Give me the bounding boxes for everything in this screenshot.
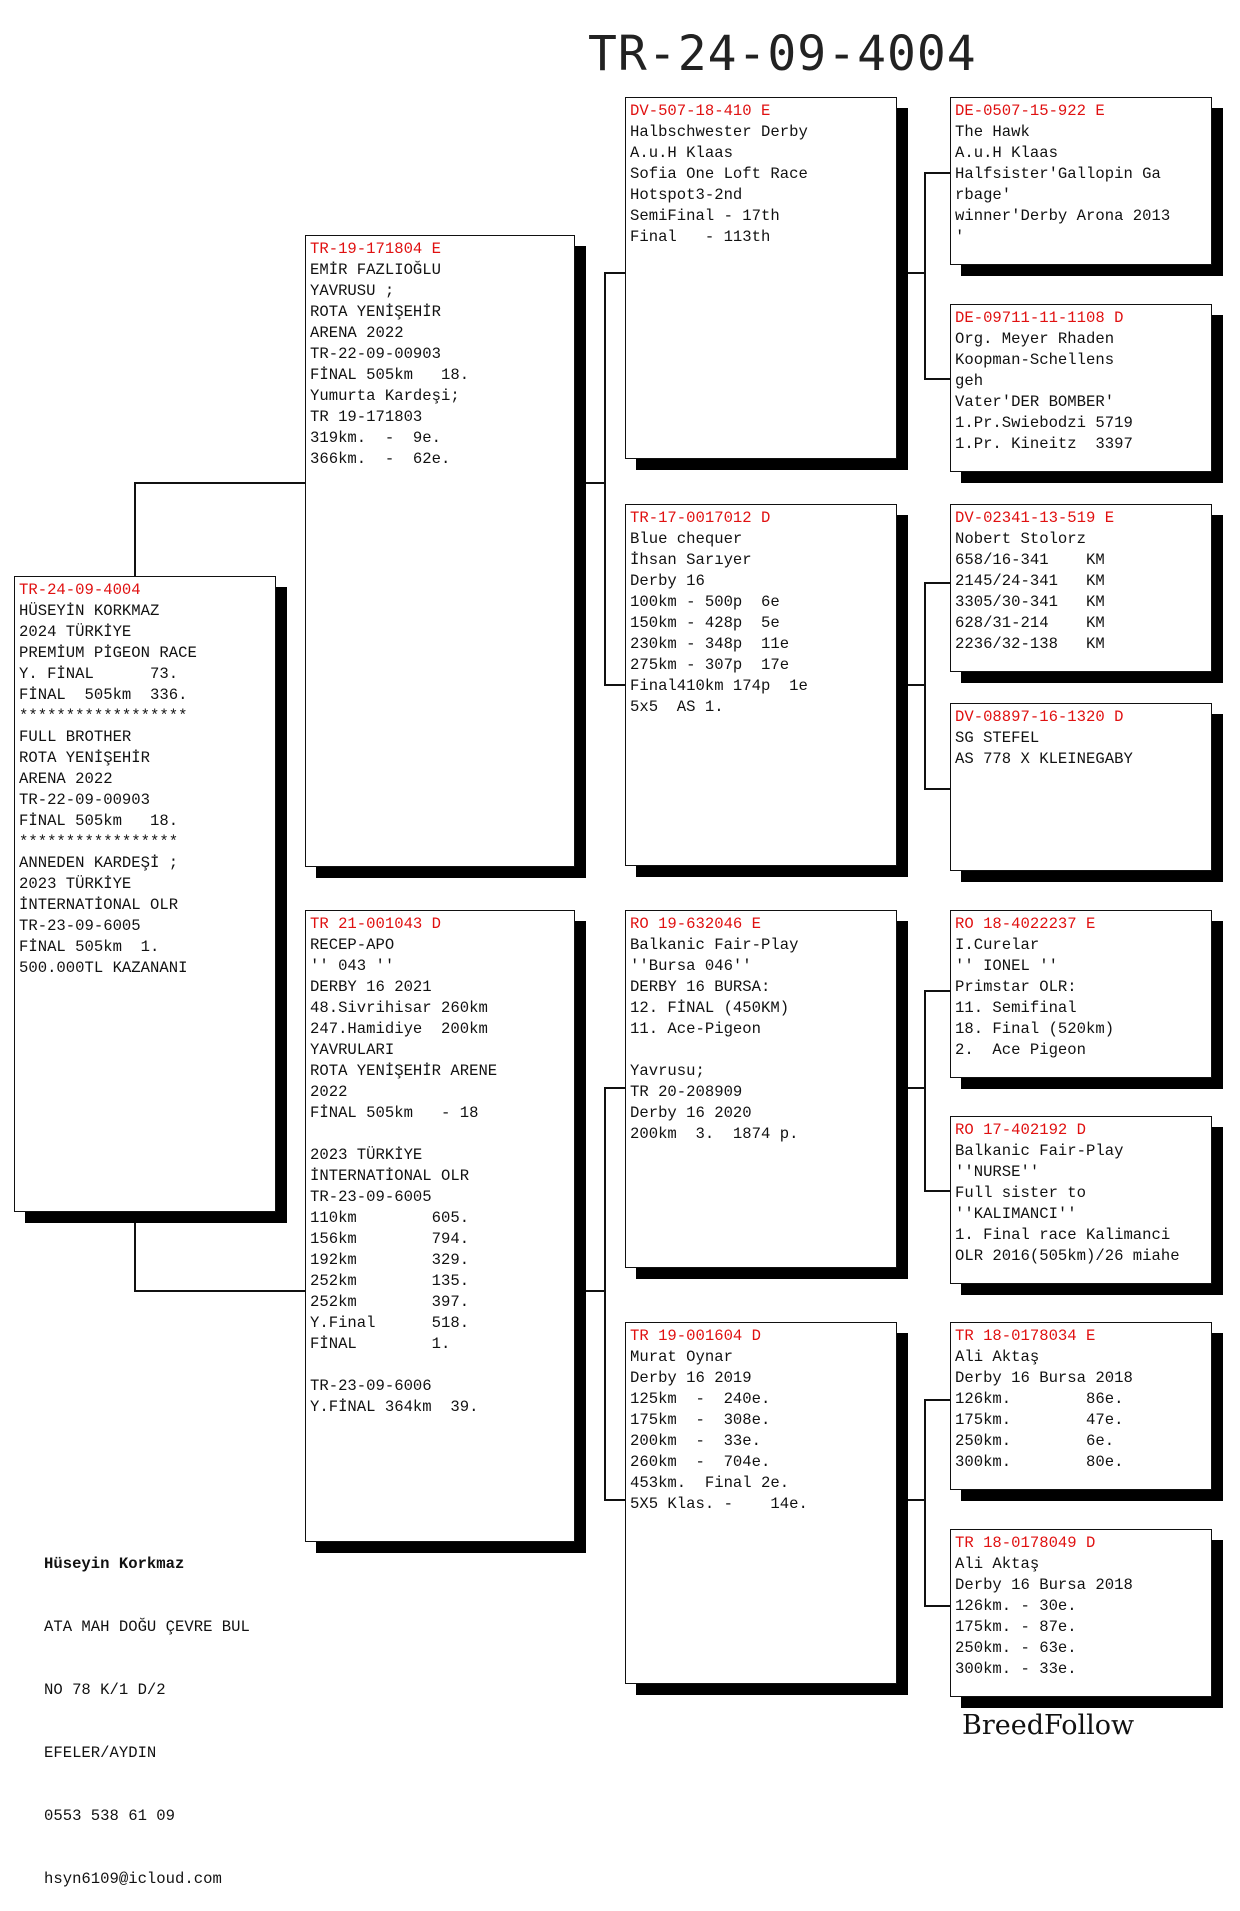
pedigree-note-line: 3305/30-341 KM	[955, 593, 1105, 611]
pedigree-note-line: SG STEFEL	[955, 729, 1040, 747]
pedigree-note-line: rbage'	[955, 186, 1012, 204]
pedigree-note-line: FİNAL 505km 18.	[19, 812, 179, 830]
pedigree-note-line	[630, 1040, 892, 1061]
sire-dam-card	[625, 504, 897, 866]
ring-number: TR-24-09-4004	[19, 581, 141, 599]
connector	[575, 482, 605, 484]
pedigree-note-line: 110km 605.	[310, 1209, 470, 1227]
connector	[134, 482, 136, 576]
owner-address-line: ATA MAH DOĞU ÇEVRE BUL	[44, 1618, 250, 1636]
connector	[924, 1399, 926, 1607]
connector	[924, 582, 926, 790]
pedigree-note-line: Blue chequer	[630, 530, 743, 548]
pedigree-note-line: 5x5 AS 1.	[630, 698, 724, 716]
sire-sire-sire-card	[950, 97, 1212, 265]
pedigree-note-line: Hotspot3-2nd	[630, 186, 743, 204]
pedigree-note-line: 126km. 86e.	[955, 1390, 1124, 1408]
pedigree-note-line: 2023 TÜRKİYE	[310, 1146, 423, 1164]
pedigree-note-line: 250km. - 63e.	[955, 1639, 1077, 1657]
connector	[604, 684, 626, 686]
pedigree-note-line: Derby 16 Bursa 2018	[955, 1576, 1133, 1594]
pedigree-note-line: TR 20-208909	[630, 1083, 743, 1101]
pedigree-note-line: 150km - 428p 5e	[630, 614, 780, 632]
pedigree-note-line: DERBY 16 BURSA:	[630, 978, 771, 996]
pedigree-note-line: '' IONEL ''	[955, 957, 1058, 975]
pedigree-note-line: Derby 16	[630, 572, 705, 590]
pedigree-note-line: 175km. - 87e.	[955, 1618, 1077, 1636]
pedigree-note-line: FİNAL 505km - 18	[310, 1104, 479, 1122]
pedigree-note-line: Balkanic Fair-Play	[955, 1142, 1124, 1160]
dam-dam-card	[625, 1322, 897, 1684]
pedigree-note-line: 11. Semifinal	[955, 999, 1077, 1017]
pedigree-note-line: TR-23-09-6005	[310, 1188, 432, 1206]
pedigree-note-line: TR-22-09-00903	[310, 345, 442, 363]
ring-number: TR-17-0017012 D	[630, 509, 771, 527]
pedigree-note-line: 11. Ace-Pigeon	[630, 1020, 762, 1038]
connector	[575, 1290, 605, 1292]
brand-logo-text: BreedFollow	[962, 1710, 1135, 1741]
pedigree-note-line: Final410km 174p 1e	[630, 677, 808, 695]
pedigree-note-line: 200km - 33e.	[630, 1432, 762, 1450]
pedigree-note-line: TR-23-09-6005	[19, 917, 141, 935]
sire-sire-card	[625, 97, 897, 459]
pedigree-note-line: 1.Pr. Kineitz 3397	[955, 435, 1133, 453]
connector	[134, 482, 306, 484]
pedigree-note-line: 1. Final race Kalimanci	[955, 1226, 1171, 1244]
connector	[924, 1605, 950, 1607]
pedigree-note-line: RECEP-APO	[310, 936, 395, 954]
connector	[924, 990, 950, 992]
pedigree-note-line: 175km. 47e.	[955, 1411, 1124, 1429]
dam-dam-dam-card	[950, 1529, 1212, 1697]
owner-name: Hüseyin Korkmaz	[44, 1555, 185, 1573]
pedigree-note-line: 628/31-214 KM	[955, 614, 1105, 632]
pedigree-note-line: DERBY 16 2021	[310, 978, 432, 996]
pedigree-note-line: FİNAL 505km 1.	[19, 938, 160, 956]
connector	[924, 172, 926, 380]
sire-dam-dam-card	[950, 703, 1212, 871]
pedigree-note-line: winner'Derby Arona 2013	[955, 207, 1171, 225]
pedigree-note-line: SemiFinal - 17th	[630, 207, 780, 225]
connector	[897, 1499, 925, 1501]
pedigree-note-line	[310, 1355, 570, 1376]
connector	[924, 1190, 950, 1192]
pedigree-note-line: 252km 135.	[310, 1272, 470, 1290]
pedigree-note-line: ''NURSE''	[955, 1163, 1040, 1181]
pedigree-note-line: 252km 397.	[310, 1293, 470, 1311]
pedigree-note-line: 100km - 500p 6e	[630, 593, 780, 611]
connector	[924, 582, 950, 584]
pedigree-note-line: 175km - 308e.	[630, 1411, 771, 1429]
pedigree-note-line: OLR 2016(505km)/26 miahe	[955, 1247, 1180, 1265]
pedigree-note-line: Halbschwester Derby	[630, 123, 808, 141]
pedigree-note-line: ARENA 2022	[310, 324, 404, 342]
connector	[604, 1087, 626, 1089]
pedigree-note-line: 453km. Final 2e.	[630, 1474, 790, 1492]
pedigree-note-line: Y. FİNAL 73.	[19, 665, 179, 683]
ring-number: DV-02341-13-519 E	[955, 509, 1115, 527]
dam-sire-sire-card	[950, 910, 1212, 1078]
pedigree-note-line: 230km - 348p 11e	[630, 635, 790, 653]
pedigree-note-line: '	[955, 228, 965, 246]
pedigree-note-line: geh	[955, 372, 984, 390]
pedigree-note-line: A.u.H Klaas	[630, 144, 733, 162]
pedigree-note-line: Y.FİNAL 364km 39.	[310, 1398, 479, 1416]
ring-number: RO 19-632046 E	[630, 915, 762, 933]
pedigree-note-line: Balkanic Fair-Play	[630, 936, 799, 954]
pedigree-note-line: Primstar OLR:	[955, 978, 1077, 996]
ring-number: DV-08897-16-1320 D	[955, 708, 1124, 726]
subject-pigeon-card	[14, 576, 276, 1212]
pedigree-note-line: 2145/24-341 KM	[955, 572, 1105, 590]
pedigree-note-line: 200km 3. 1874 p.	[630, 1125, 799, 1143]
pedigree-note-line: 247.Hamidiye 200km	[310, 1020, 488, 1038]
connector	[924, 1399, 950, 1401]
pedigree-note-line: FİNAL 505km 336.	[19, 686, 188, 704]
connector	[897, 1087, 925, 1089]
pedigree-note-line: 156km 794.	[310, 1230, 470, 1248]
pedigree-note-line: Halfsister'Gallopin Ga	[955, 165, 1161, 183]
pedigree-note-line: Org. Meyer Rhaden	[955, 330, 1115, 348]
sire-sire-dam-card	[950, 304, 1212, 472]
pedigree-note-line: TR-22-09-00903	[19, 791, 151, 809]
sire-dam-sire-card	[950, 504, 1212, 672]
pedigree-note-line: ''KALIMANCI''	[955, 1205, 1077, 1223]
ring-number: TR 21-001043 D	[310, 915, 442, 933]
connector	[924, 378, 950, 380]
pedigree-note-line: İhsan Sarıyer	[630, 551, 752, 569]
pedigree-note-line: ROTA YENİŞEHİR	[19, 749, 151, 767]
connector	[604, 272, 626, 274]
pedigree-note-line: Derby 16 2020	[630, 1104, 752, 1122]
pedigree-note-line: HÜSEYİN KORKMAZ	[19, 602, 160, 620]
pedigree-note-line	[310, 1124, 570, 1145]
pedigree-note-line: 2024 TÜRKİYE	[19, 623, 132, 641]
pedigree-note-line: 500.000TL KAZANANI	[19, 959, 188, 977]
pedigree-note-line: I.Curelar	[955, 936, 1040, 954]
pedigree-note-line: Ali Aktaş	[955, 1348, 1040, 1366]
owner-phone: 0553 538 61 09	[44, 1807, 176, 1825]
pedigree-note-line: The Hawk	[955, 123, 1030, 141]
owner-address-line: NO 78 K/1 D/2	[44, 1681, 166, 1699]
pedigree-note-line: 366km. - 62e.	[310, 450, 451, 468]
pedigree-note-line: Derby 16 Bursa 2018	[955, 1369, 1133, 1387]
pedigree-note-line: ROTA YENİŞEHİR ARENE	[310, 1062, 498, 1080]
ring-number: TR 18-0178049 D	[955, 1534, 1096, 1552]
pedigree-note-line: TR-23-09-6006	[310, 1377, 432, 1395]
pedigree-note-line: 12. FİNAL (450KM)	[630, 999, 790, 1017]
dam-sire-dam-card	[950, 1116, 1212, 1284]
pedigree-note-line: 2236/32-138 KM	[955, 635, 1105, 653]
ring-number: TR 18-0178034 E	[955, 1327, 1096, 1345]
pedigree-note-line: FULL BROTHER	[19, 728, 132, 746]
pedigree-note-line: İNTERNATİONAL OLR	[310, 1167, 470, 1185]
pedigree-note-line: 192km 329.	[310, 1251, 470, 1269]
ring-number: RO 18-4022237 E	[955, 915, 1096, 933]
ring-number: DE-0507-15-922 E	[955, 102, 1105, 120]
sire-card	[305, 235, 575, 867]
dam-dam-sire-card	[950, 1322, 1212, 1490]
pedigree-note-line: 2023 TÜRKİYE	[19, 875, 132, 893]
pedigree-note-line: 658/16-341 KM	[955, 551, 1105, 569]
pedigree-note-line: AS 778 X KLEINEGABY	[955, 750, 1133, 768]
connector	[897, 684, 925, 686]
ring-number: RO 17-402192 D	[955, 1121, 1087, 1139]
connector	[924, 990, 926, 1192]
pedigree-note-line: PREMİUM PİGEON RACE	[19, 644, 197, 662]
pedigree-note-line: 126km. - 30e.	[955, 1597, 1077, 1615]
pedigree-note-line: 260km - 704e.	[630, 1453, 771, 1471]
owner-address-line: EFELER/AYDIN	[44, 1744, 157, 1762]
dam-card	[305, 910, 575, 1542]
connector	[604, 272, 606, 686]
pedigree-note-line: FİNAL 505km 18.	[310, 366, 470, 384]
pedigree-note-line: Vater'DER BOMBER'	[955, 393, 1115, 411]
pedigree-note-line: TR 19-171803	[310, 408, 423, 426]
owner-email[interactable]: hsyn6109@icloud.com	[44, 1870, 222, 1888]
pedigree-note-line: Yumurta Kardeşi;	[310, 387, 460, 405]
pedigree-note-line: 300km. - 33e.	[955, 1660, 1077, 1678]
pedigree-note-line: Sofia One Loft Race	[630, 165, 808, 183]
pedigree-note-line: 1.Pr.Swiebodzi 5719	[955, 414, 1133, 432]
pedigree-note-line: 300km. 80e.	[955, 1453, 1124, 1471]
pedigree-note-line: A.u.H Klaas	[955, 144, 1058, 162]
pedigree-note-line: 18. Final (520km)	[955, 1020, 1115, 1038]
pedigree-note-line: ROTA YENİŞEHİR	[310, 303, 442, 321]
pedigree-note-line: İNTERNATİONAL OLR	[19, 896, 179, 914]
pedigree-note-line: YAVRUSU ;	[310, 282, 395, 300]
ring-number: TR-19-171804 E	[310, 240, 442, 258]
pedigree-note-line: ''Bursa 046''	[630, 957, 752, 975]
connector	[134, 1212, 136, 1292]
pedigree-note-line: EMİR FAZLIOĞLU	[310, 261, 442, 279]
pedigree-note-line: 125km - 240e.	[630, 1390, 771, 1408]
pedigree-note-line: Nobert Stolorz	[955, 530, 1087, 548]
pedigree-note-line: Ali Aktaş	[955, 1555, 1040, 1573]
pedigree-note-line: 2. Ace Pigeon	[955, 1041, 1087, 1059]
pedigree-note-line: YAVRULARI	[310, 1041, 395, 1059]
pedigree-note-line: 250km. 6e.	[955, 1432, 1115, 1450]
pedigree-note-line: FİNAL 1.	[310, 1335, 451, 1353]
pedigree-note-line: 275km - 307p 17e	[630, 656, 790, 674]
pedigree-note-line: *****************	[19, 833, 179, 851]
ring-number: DV-507-18-410 E	[630, 102, 771, 120]
page-title: TR-24-09-4004	[588, 26, 977, 82]
pedigree-note-line: Full sister to	[955, 1184, 1087, 1202]
connector	[604, 1087, 606, 1501]
pedigree-note-line: 5X5 Klas. - 14e.	[630, 1495, 808, 1513]
pedigree-note-line: 48.Sivrihisar 260km	[310, 999, 488, 1017]
pedigree-note-line: ANNEDEN KARDEŞİ ;	[19, 854, 179, 872]
connector	[924, 172, 950, 174]
pedigree-note-line: '' 043 ''	[310, 957, 395, 975]
pedigree-note-line: Murat Oynar	[630, 1348, 733, 1366]
pedigree-note-line: Yavrusu;	[630, 1062, 705, 1080]
pedigree-note-line: ARENA 2022	[19, 770, 113, 788]
pedigree-note-line: Koopman-Schellens	[955, 351, 1115, 369]
connector	[924, 788, 950, 790]
connector	[134, 1290, 306, 1292]
connector	[897, 272, 925, 274]
dam-sire-card	[625, 910, 897, 1268]
ring-number: TR 19-001604 D	[630, 1327, 762, 1345]
pedigree-note-line: 2022	[310, 1083, 348, 1101]
connector	[604, 1499, 626, 1501]
pedigree-note-line: Final - 113th	[630, 228, 771, 246]
ring-number: DE-09711-11-1108 D	[955, 309, 1124, 327]
owner-address-block	[44, 1512, 250, 1911]
pedigree-note-line: Y.Final 518.	[310, 1314, 470, 1332]
pedigree-note-line: Derby 16 2019	[630, 1369, 752, 1387]
pedigree-note-line: 319km. - 9e.	[310, 429, 442, 447]
pedigree-note-line: ******************	[19, 707, 188, 725]
